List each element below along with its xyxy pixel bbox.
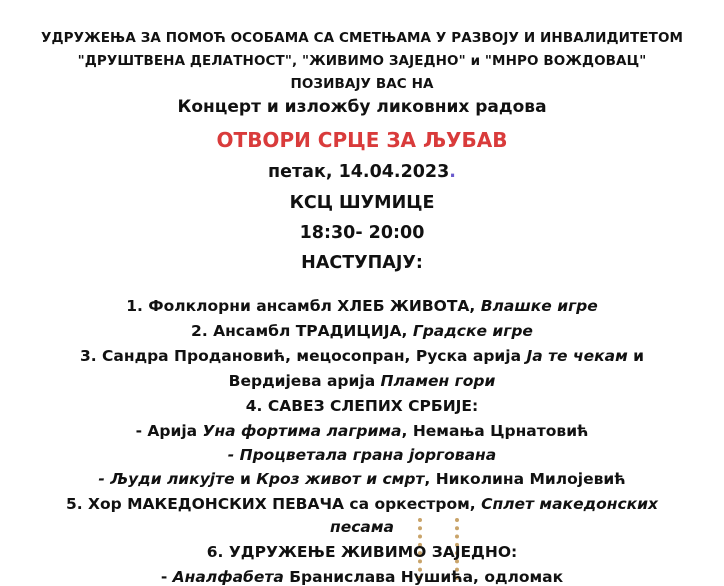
program-item-3-text: 3. Сандра Продановић, мецосопран, Руска арија: [79, 347, 527, 365]
program-item-5: [0, 495, 724, 513]
program-item-2-text: 2. Ансамбл ТРАДИЦИЈА,: [191, 322, 413, 340]
program-item-6a-tail: Бранислава Нушића, одломак: [283, 568, 564, 586]
program-item-4a-text: - Арија: [135, 422, 203, 440]
event-date-text: петак, 14.04.2023: [268, 162, 450, 182]
program-item-3: [0, 347, 724, 365]
program-item-4c-italic-2: Кроз живот и смрт: [256, 470, 425, 488]
program-item-4c-italic: - Људи ликујте: [98, 470, 235, 488]
program-item-4a-italic: Уна фортима лагрима: [202, 422, 402, 440]
program-item-1: [0, 297, 724, 315]
program-item-6a-text: -: [160, 568, 173, 586]
program-item-4c: [0, 470, 724, 488]
program-item-1-text: 1. Фолклорни ансамбл ХЛЕБ ЖИВОТА,: [126, 297, 481, 315]
program-item-5-continued: [0, 518, 724, 536]
performers-heading: НАСТУПАЈУ:: [301, 253, 423, 273]
event-date: [0, 162, 724, 182]
program-item-5b-italic: песама: [330, 518, 394, 536]
program-item-6a: [0, 568, 724, 586]
program-item-3b-italic: Пламен гори: [380, 372, 496, 390]
program-item-4: 4. САВЕЗ СЛЕПИХ СРБИЈЕ:: [245, 397, 479, 415]
program-item-4a: [0, 422, 724, 440]
program-item-4b: [0, 446, 724, 464]
program-item-4b-italic: - Процветала грана јоргована: [227, 446, 497, 464]
program-item-4a-tail: , Немања Црнатовић: [401, 422, 589, 440]
program-item-6a-italic: Аналфабета: [172, 568, 284, 586]
program-item-1-italic: Влашке игре: [480, 297, 598, 315]
program-item-5-italic: Сплет македонских: [481, 495, 659, 513]
program-item-3-continued: [0, 372, 724, 390]
program-item-4c-mid: и: [234, 470, 257, 488]
event-time: 18:30- 20:00: [299, 223, 425, 243]
program-item-3-italic: Ја те чекам: [526, 347, 628, 365]
event-date-dot: .: [449, 162, 456, 182]
program-item-6: 6. УДРУЖЕЊЕ ЖИВИМО ЗАЈЕДНО:: [206, 543, 518, 561]
organizers-line-1: УДРУЖЕЊА ЗА ПОМОЋ ОСОБАМА СА СМЕТЊАМА У РАЗВОЈУ И ИНВАЛИДИТЕТОМ: [40, 30, 684, 46]
program-item-3b-text: Вердијева арија: [228, 372, 381, 390]
program-item-4c-tail: , Николина Милојевић: [424, 470, 626, 488]
program-item-3-tail: и: [627, 347, 645, 365]
program-item-2: [0, 322, 724, 340]
event-type: Концерт и изложбу ликовних радова: [177, 97, 547, 117]
invite-line: ПОЗИВАЈУ ВАС НА: [290, 76, 434, 92]
program-item-5-text: 5. Хор МАКЕДОНСКИХ ПЕВАЧА са оркестром,: [65, 495, 482, 513]
program-item-2-italic: Градске игре: [412, 322, 533, 340]
event-venue: КСЦ ШУМИЦЕ: [289, 193, 435, 213]
organizers-line-2: "ДРУШТВЕНА ДЕЛАТНОСТ", "ЖИВИМО ЗАЈЕДНО" и "МНРО ВОЖДОВАЦ": [77, 53, 647, 69]
event-title: ОТВОРИ СРЦЕ ЗА ЉУБАВ: [216, 128, 508, 152]
